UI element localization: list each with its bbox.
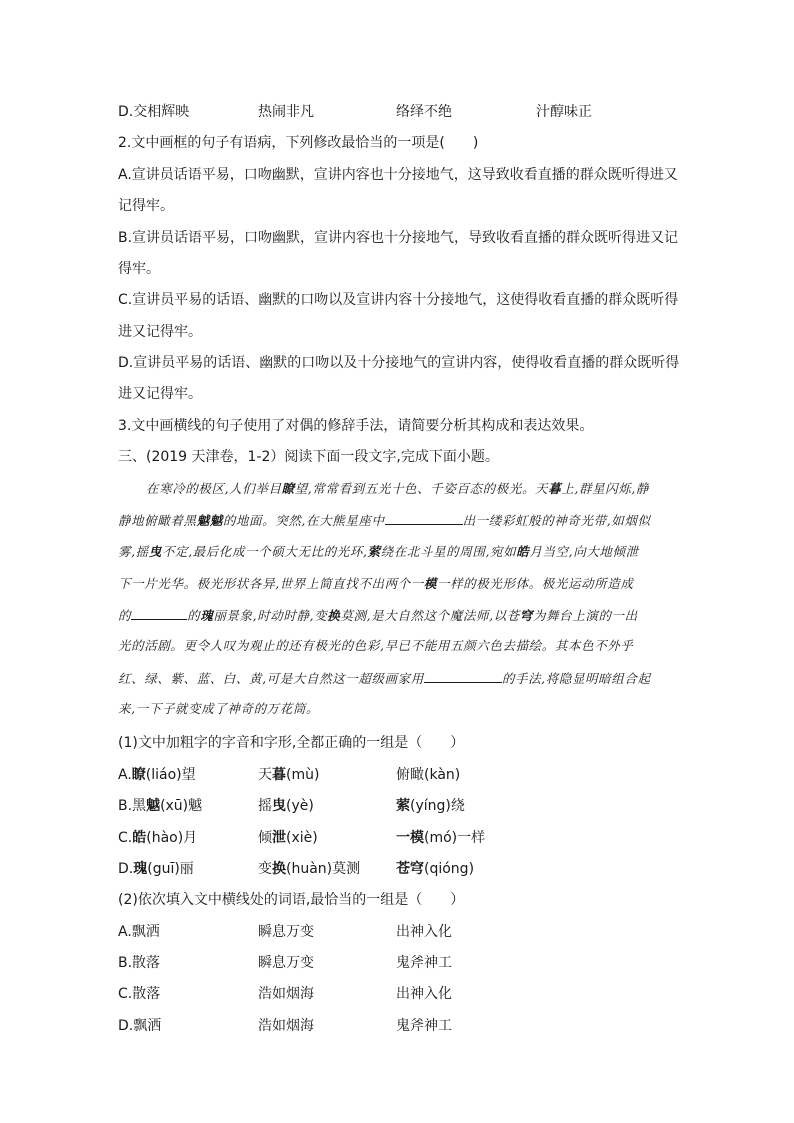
sub1-option-a-col1: A.瞭(liáo)望 <box>118 767 196 783</box>
blank-3 <box>424 670 502 683</box>
q2-stem: 2.文中画框的句子有语病，下列修改最恰当的一项是( ) <box>118 135 479 151</box>
sub2-option-a-col3: 出神入化 <box>396 924 452 940</box>
passage-line-7: 红、绿、紫、蓝、白、黄,可是大自然这一超级画家用 的手法,将隐显明暗组合起 <box>118 671 651 686</box>
blank-2 <box>131 607 187 620</box>
q2-option-d-line1: D.宣讲员平易的话语、幽默的口吻以及十分接地气的宣讲内容，使得收看直播的群众既听得 <box>118 355 680 371</box>
passage-line-2: 静地俯瞰着黑魆魆的地面。突然,在大熊星座中 出一缕彩虹般的神奇光带,如烟似 <box>118 513 651 528</box>
passage-line-1: 在寒冷的极区,人们举目瞭望,常常看到五光十色、千姿百态的极光。天暮上,群星闪烁,静 <box>146 481 650 496</box>
sub2-option-d-col3: 鬼斧神工 <box>396 1018 452 1034</box>
sub1-option-d-col3: 苍穹(qióng) <box>396 861 475 877</box>
q1-option-d-word3: 络绎不绝 <box>396 104 452 120</box>
passage-line-5: 的 的瑰丽景象,时动时静,变换莫测,是大自然这个魔法师,以苍穹为舞台上演的一出 <box>118 608 638 623</box>
sub2-option-b-col1: B.散落 <box>118 955 161 971</box>
sub2-stem: (2)依次填入文中横线处的词语,最恰当的一组是（ ） <box>118 892 465 908</box>
q1-option-d-word4: 汁醇味正 <box>536 104 592 120</box>
q2-option-c-line1: C.宣讲员平易的话语、幽默的口吻以及宣讲内容十分接地气，这使得收看直播的群众既听得 <box>118 292 679 308</box>
passage-line-8: 来,一下子就变成了神奇的万花筒。 <box>118 701 320 716</box>
sub1-option-c-col3: 一模(mó)一样 <box>396 830 486 846</box>
sub1-option-b-col1: B.黑魆(xū)魆 <box>118 798 203 814</box>
q3-stem: 3.文中画横线的句子使用了对偶的修辞手法，请简要分析其构成和表达效果。 <box>118 418 594 434</box>
passage-line-6: 光的活剧。更令人叹为观止的还有极光的色彩,早已不能用五颜六色去描绘。其本色不外乎 <box>118 638 634 653</box>
sub2-option-d-col1: D.飘洒 <box>118 1018 162 1034</box>
q2-option-d-line2: 进又记得牢。 <box>118 386 202 402</box>
sub2-option-a-col2: 瞬息万变 <box>258 924 314 940</box>
blank-1 <box>385 512 463 525</box>
sub2-option-c-col1: C.散落 <box>118 986 161 1002</box>
sub1-option-d-col1: D.瑰(guī)丽 <box>118 861 194 877</box>
sub1-option-c-col2: 倾泄(xiè) <box>258 830 318 846</box>
sub1-stem: (1)文中加粗字的字音和字形,全都正确的一组是（ ） <box>118 735 465 751</box>
q2-option-a-line1: A.宣讲员话语平易，口吻幽默，宣讲内容也十分接地气，这导致收看直播的群众既听得进又 <box>118 167 678 183</box>
section-heading: 三、(2019 天津卷，1-2）阅读下面一段文字,完成下面小题。 <box>118 449 499 465</box>
q1-option-d-label: D.交相辉映 <box>118 104 190 120</box>
passage-line-4: 下一片光华。极光形状各异,世界上简直找不出两个一模一样的极光形体。极光运动所造成 <box>118 576 634 591</box>
q1-option-d-word2: 热闹非凡 <box>258 104 314 120</box>
sub1-option-b-col3: 萦(yíng)绕 <box>396 798 465 814</box>
sub1-option-c-col1: C.皓(hào)月 <box>118 830 198 846</box>
sub2-option-c-col2: 浩如烟海 <box>258 986 314 1002</box>
q2-option-c-line2: 进又记得牢。 <box>118 324 202 340</box>
sub2-option-b-col2: 瞬息万变 <box>258 955 314 971</box>
q2-option-b-line1: B.宣讲员话语平易，口吻幽默，宣讲内容也十分接地气，导致收看直播的群众既听得进又记 <box>118 230 679 246</box>
sub2-option-d-col2: 浩如烟海 <box>258 1018 314 1034</box>
sub1-option-a-col3: 俯瞰(kàn) <box>396 767 461 783</box>
sub1-option-a-col2: 天暮(mù) <box>258 767 320 783</box>
sub2-option-c-col3: 出神入化 <box>396 986 452 1002</box>
sub1-option-b-col2: 摇曳(yè) <box>258 798 314 814</box>
sub2-option-b-col3: 鬼斧神工 <box>396 955 452 971</box>
q2-option-a-line2: 记得牢。 <box>118 198 174 214</box>
sub2-option-a-col1: A.飘洒 <box>118 924 160 940</box>
q2-option-b-line2: 得牢。 <box>118 261 160 277</box>
passage-line-3: 雾,摇曳不定,最后化成一个硕大无比的光环,萦绕在北斗星的周围,宛如皓月当空,向大地倾泄 <box>118 544 639 559</box>
sub1-option-d-col2: 变换(huàn)莫测 <box>258 861 361 877</box>
